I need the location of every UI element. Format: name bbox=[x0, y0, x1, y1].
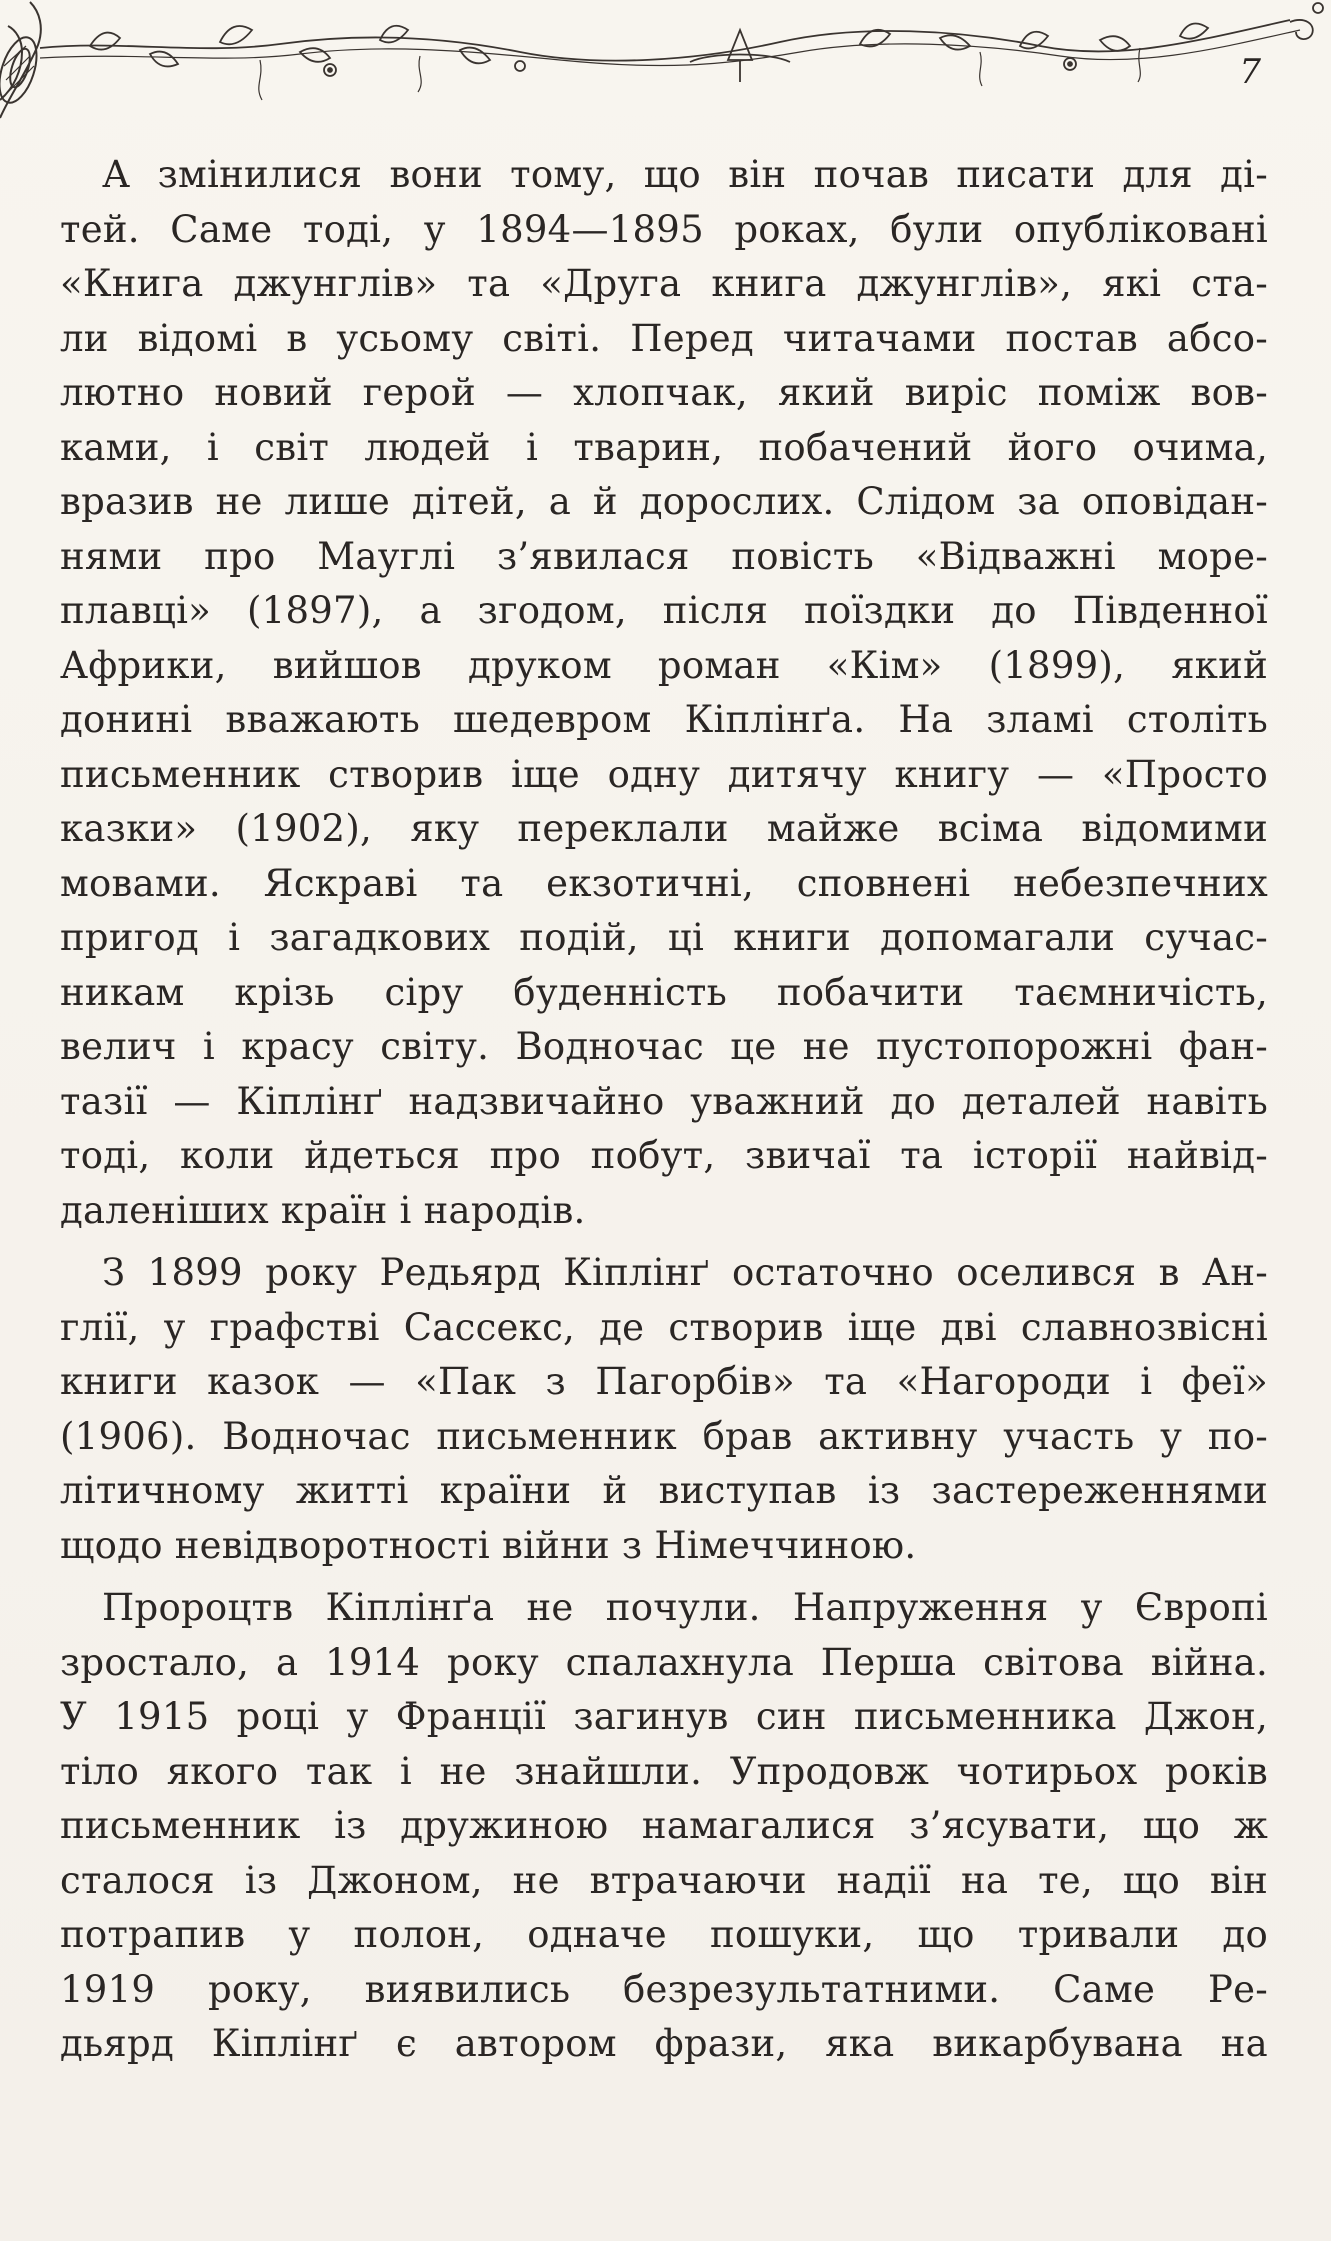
text-line: даленіших країн і народів. bbox=[60, 1188, 586, 1232]
text-line: потрапив у полон, одначе пошуки, що тривали до bbox=[60, 1913, 1268, 1956]
text-line: Африки, вийшов друком роман «Кім» (1899), який bbox=[60, 643, 1268, 687]
text-line: (1906). Водночас письменник брав активну участь у по- bbox=[60, 1414, 1268, 1458]
text-line: велич і красу світу. Водночас це не пустопорожні фан- bbox=[60, 1025, 1268, 1068]
text-line: літичному житті країни й виступав із застереженнями bbox=[60, 1469, 1268, 1512]
text-line: сталося із Джоном, не втрачаючи надії на те, що він bbox=[60, 1858, 1268, 1902]
paragraph bbox=[60, 1246, 1268, 1573]
text-line: А змінилися вони тому, що він почав писати для ді- bbox=[102, 153, 1268, 196]
text-line: тіло якого так і не знайшли. Упродовж чотирьох років bbox=[60, 1749, 1268, 1793]
text-line: донині вважають шедевром Кіплінґа. На зламі століть bbox=[60, 698, 1268, 741]
text-line: нями про Мауглі з’явилася повість «Відважні море- bbox=[60, 534, 1268, 578]
text-line: письменник із дружиною намагалися з’ясувати, що ж bbox=[60, 1804, 1268, 1847]
paragraph bbox=[60, 1581, 1268, 2072]
text-line: 1919 року, виявились безрезультатними. Саме Ре- bbox=[60, 1967, 1268, 2011]
text-line: письменник створив іще одну дитячу книгу — «Просто bbox=[60, 752, 1268, 796]
text-line: «Книга джунглів» та «Друга книга джунглів», які ста- bbox=[60, 262, 1268, 305]
body-text bbox=[60, 148, 1268, 2072]
text-line: казки» (1902), яку переклали майже всіма відомими bbox=[60, 807, 1268, 850]
text-line: плавці» (1897), а згодом, після поїздки до Південної bbox=[60, 589, 1268, 632]
text-line: тей. Саме тоді, у 1894—1895 роках, були опубліковані bbox=[60, 207, 1268, 251]
decorative-header-ornament bbox=[0, 0, 1331, 150]
text-line: З 1899 року Редьярд Кіплінґ остаточно оселився в Ан- bbox=[102, 1251, 1268, 1294]
text-line: тоді, коли йдеться про побут, звичаї та історії найвід- bbox=[60, 1134, 1268, 1177]
text-line: тазії — Кіплінґ надзвичайно уважний до деталей навіть bbox=[60, 1079, 1268, 1123]
page-number: 7 bbox=[1239, 52, 1261, 92]
text-line: Пророцтв Кіплінґа не почули. Напруження у Європі bbox=[102, 1586, 1268, 1629]
text-line: мовами. Яскраві та екзотичні, сповнені небезпечних bbox=[60, 861, 1268, 905]
text-line: глії, у графстві Сассекс, де створив іще дві славнозвісні bbox=[60, 1305, 1268, 1349]
text-line: книги казок — «Пак з Пагорбів» та «Нагороди і феї» bbox=[60, 1360, 1268, 1403]
text-line: вразив не лише дітей, а й дорослих. Слідом за оповідан- bbox=[60, 480, 1268, 523]
text-line: зростало, а 1914 року спалахнула Перша світова війна. bbox=[60, 1640, 1268, 1684]
text-line: лютно новий герой — хлопчак, який виріс поміж вов- bbox=[60, 371, 1268, 414]
text-line: щодо невідворотності війни з Німеччиною. bbox=[60, 1523, 917, 1567]
text-line: ками, і світ людей і тварин, побачений його очима, bbox=[60, 425, 1268, 469]
paragraph bbox=[60, 148, 1268, 1238]
text-line: никам крізь сіру буденність побачити таємничість, bbox=[60, 970, 1268, 1014]
text-line: дьярд Кіплінґ є автором фрази, яка викарбувана на bbox=[60, 2022, 1268, 2065]
text-line: пригод і загадкових подій, ці книги допомагали сучас- bbox=[60, 916, 1268, 959]
text-line: ли відомі в усьому світі. Перед читачами постав абсо- bbox=[60, 316, 1268, 360]
text-line: У 1915 році у Франції загинув син письменника Джон, bbox=[60, 1695, 1268, 1738]
